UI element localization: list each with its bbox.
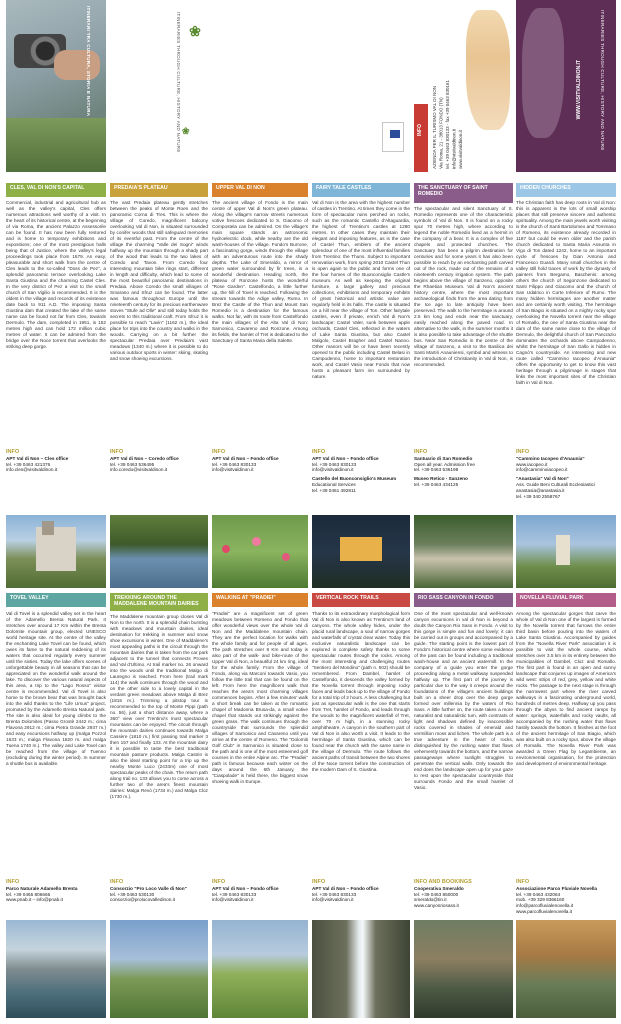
cover-vertical-title: ITINERARI TRA CULTURA, STORIA E NATURA	[86, 6, 91, 117]
section-body: The Maddalene mountain group closes Val di Non to the north. It is a splendid chain bursting with meadows and mountain dairies, ideal destination for trekking in summer and snow shoe excursions in winter. One of Maddalene's most appealing paths is the circuit through the mountain dairies that is taken from the car park adjacent to the tunnel that connects Proves and Val d'Ultimo. At trail marker no. 26 onward into the woods until the traditional Malgo di Lauregno is reached. From here (trail mark 114) the walk continues through the wood and on the other side to a lovely capital in the verdant green meadows above Malga di Brez (1815 m.). Trimming a pitstop tour is recommended to the top of Monte Pippi (path no. 56), just a short distance away, where a 360° view over Trentino's most spectacular mountains can be enjoyed. The circuit through the mountain dairies continues towards Malga Cassère (1810 m.) first passing trail marker 3 then 157 and finally 133. At the mountain dairy it is possible to taste the best traditional mountain pasture products. Malga Castrin is also the ideal starting point for a trip up the nearby Monte Luco (2433m) one of most spectacular peaks of the chain. The return path along trail no. 133 allows you to come across a further two of the area's finest mountain dairies: Malga Revò (1734 m.) and Malga Cloz (1730 m.).	[110, 614, 208, 799]
roses-photo	[212, 515, 308, 588]
trentino-logo-bottom: ❀	[182, 126, 190, 136]
section-body: The ancient village of Fondo is the main centre of upper Val di Non's green plateau. Along the village's narrow streets numerous votive frescoes dedicated to S. Giacomo of Compostela can be admired. On the village's main square stands an astronomic hydroelectric clock, while nearby are the old wash-houses of the village. Fondo's Burrone, a fascinating gorge, winds through the village with an adventurous route into the shady depths. The Lake of Smeraldo, a mirror of green water surrounded by fir trees, is a wonderful destination. Heading north, the plateau of Ronzone hosts the wonderful "Rose Garden". Castelfondo, a little further up, the hill of Tovel is reached. Following the stream towards the Adige valley, Rumo. In Brez the Castle of the Thun and Mount San Romedio is a destination for the famous walks. Not far, with its route from Castelfondo the main villages of the Alta Val di Non: Sarnonico, Cavareno and Ronzone. Among its fields, the hamlet of Tret is dedicated to the Sanctuary of Santa Maria della Salette.	[212, 200, 308, 343]
info-block: INFO APT Val di Non – Fondo office tel. +39 0463 830133 info@visitvaldinon.it Castello del Buonconsiglio's Museum Educational Services tel. +39 0461 492811	[312, 449, 397, 493]
section-body: Val di Non is the area with the highest number of castles in Trentino. At times they come in the form of spectacular ruins perched on rocks, such as the romantic Castello d'Altaguardia, the highest of Trentino's castles at 1280 metres. In other cases they maintain their elegant and imposing features, as is the case of Castel Thun, emblem of the ancient splendour of one of the most influential families from Trentino: the Thuns. Subject to important renovation work, from spring 2010 Castel Thun is open again to the public and forms one of the four homes of the Buonconsiglio Castle's museum. As well as keeping the original furniture, a large gallery and precious collections, exhibitions and temporary exhibits of great historical and artistic value are regularly held in its halls. The castle is situated on a hill near the village of Ton. Other fairytale castles, even if private, enrich Val di Non's landscape: Castel Valer, sunk between apple orchards, Castel Cles, reflected in the waters of Lake Santa Giustina, but also Castel Malgolo, Castel Bragher and Castel Nanno. Other manors will be or have been recently opened to the public including Castel Belasi in Campodenno, home to important restoration work, and Castel Vasio near Fondo that now hosts a pleasant farm inn surrounded by nature.	[312, 200, 410, 379]
info-block: INFO Santuario di San Romedio Open all year. Admission free tel. +39 0463 536198 Museo Retico - Sanzeno tel. +39 0463 434125	[414, 449, 475, 487]
section-header: TREKKING AROUND THE MADDALENE MOUNTAIN DAIRIES	[110, 593, 208, 611]
castle-thun-photo	[312, 515, 410, 588]
trentino-logo-top: ❀	[189, 23, 201, 39]
sponsor-panel	[312, 0, 410, 172]
blank-panel	[212, 0, 308, 172]
castle-photo	[6, 515, 106, 588]
river-park-photo	[516, 920, 616, 1018]
section-header: UPPER VAL DI NON	[212, 183, 308, 197]
section-header: CLES, VAL DI NON'S CAPITAL	[6, 183, 106, 197]
back-vertical-title: ITINERARIES THROUGH CULTURE, HISTORY AND NATURE	[176, 12, 181, 153]
section-body: The vast Predaia plateau gently stretches between the peaks of Monte Roen and the panoramic Corna di Tres. This is where the village of Coredo, magnificent balcony overlooking Val di Non, is situated surrounded by conifer woods that still safeguard memories of its eventful past. From the centre of the village the charming "Valle dei Sogni" winds halfway up the mountain through a shady part of the wood that leads to the two lakes of Coredo and Tavon. From Coredo four interesting mountain bike rings start, different in length and difficulty, which lead to some of the most beautiful panoramic destinations in Predaia. Above Coredo the small villages of Smarano and Sfruz can be found. The latter was famous throughout Europe until the nineteenth century for its precious earthenware stoves "Stufe ad Olle" and still today holds the secrets to this traditional craft. From Sfruz it is possible to reach "Lavin" (1162 m.), the ideal place for trips into the country and walks in the woods. Carrying on a bit further the spectacular Predaia over Predaia's vast meadows (1340 m.) where it is possible to do various outdoor sports in winter: skiing, skating and snow shoeing excursions.	[110, 200, 208, 361]
section-body: Thanks to its extraordinary morphological form Val di Non is also known as Trentino's land of canyons. The whole valley hides, under the placid rural landscape, a soul of narrow gorges and waterfalls of crystal clear water. Today this exclusive naturalistic landscape can be explored in complete safety thanks to some spectacular routes through the rocks. Among the most interesting and challenging routes "Sentiero del Mondino" (path n. 502) should be remembered. From Dambel, hamlet of Castelfondo, it descends the valley formed by the Novella torrent through imposing rocky faces and leads back up to the village of Fondo for a total trip of 2 hours. A less challenging but just as spectacular walk is the one that starts from Tret, hamlet of Fondo, and leads through the woods to the magnificent waterfall of Tret, over 70 m high, in a stunning rocky amphitheatre. A canyon in the southern part of Val di Non is also worth a visit. It leads to the hermitage of Santa Giustina, which can be found near the church with the same name in the village of Dermulo. The route follows the ancient paths of transit between the two shores of the Noce torrent before the construction of the modern Dam of S. Giustina.	[312, 611, 410, 772]
section-body: One of the most spectacular and well-known canyon excursions in val di Non is beyond a doubt the Canyon Rio Sass in Fondo. A visit to this gorge is simple and fun and lovely; it can be carried out in groups and accompanied by a guide. The starting point is the lowest part of Fondo's historical centre where some evidence of the past can be found including a traditional wash-house and an ancient watermill. In the company of a guide you enter the gorge proceeding along a metal walkway suspended halfway up. The first part of the journey is particular due to the way it creeps around the foundations of the village's ancient buildings built on a sheer drop over the deep gorge formed over millennia by the waters of Rio Sass. A little further on, the route takes a more naturalist and naturalistic turn, with contrasts of light and shadows defined by inaccessible rocks covered in shades of emerald and vermillion moss and lichen. The whole path is a true adventure in the heart of rocks, distinguished by the rushing water that flows vehemently towards the bottom, and the narrow passageways where sunlight struggles to penetrate the vertical walls. Only towards the end does the landscape open up for your gaze to rest upon the spectacular countryside that surrounds Fondo and the small hamlet of Vasio.	[414, 611, 513, 790]
church-photo	[516, 515, 616, 588]
info-block: INFO "Cammino Iacopeo d'Anaunia" www.iacopeo.it info@camminoiacopeo.it "Anastasia" Val di Non" Ass. Guide Beni Culturali Ecclesiastici anastasia@anastasia.it tel. +39 340 2558767	[516, 449, 595, 499]
section-header: HIDDEN CHURCHES	[516, 183, 616, 197]
info-panel	[414, 0, 513, 172]
cover-photo	[6, 0, 106, 172]
sanctuary-photo	[414, 515, 513, 588]
section-header: TOVEL VALLEY	[6, 593, 106, 607]
info-block: INFO APT Val di Non – Fondo office tel. +39 0463 830133 info@visitvaldinon.it	[212, 449, 279, 473]
section-header: RIO SASS CANYON IN FONDO	[414, 593, 513, 607]
info-block: INFO APT Val di Non – Fondo office tel. +39 0463 830133 info@visitvaldinon.it	[212, 879, 279, 903]
info-block: INFO AND BOOKINGS Cooperativa Smeraldo tel. +39 0463 850000 smeraldo@tin.it www.canyonriosass.it	[414, 879, 472, 909]
valley-map	[466, 10, 510, 130]
cover-band	[0, 0, 621, 172]
map-vertical-title: ITINERARIES THROUGH CULTURE, HISTORY AND NATURE	[600, 10, 605, 151]
section-body: Commercial, industrial and agricultural hub as well as the valley's capital, Cles offers numerous attractions well worthy of a visit. In the heart of its historical centre, at the beginning of via Roma, the ancient Palazzo Assessorile can be found. It has now been fully restored and is home to temporary exhibitions and expositions; one of the most prestigious halls being that of Justice, where the valley's legal proceedings took place from 1679. An easy, pleasurable and short walk from the centre of Cles leads to the so-called "Doss de Pez", a splendid panoramic terrace overlooking Lake Santa Giustina and the charming Castel Cles. In the very district of Pez a visit to the small church of San Vigilio is recommended. It is the oldest in the village and records of its existence date back to 911 A.D. The imposing Santa Giustina dam that created the lake of the same name can be found not far from Cles, towards Dermulo. The dam, completed in 1951, is 152 metres high and can hold 172 million cubic metres of water. It can be admired from the bridge over the Noce torrent that overlooks the striking deep gorge.	[6, 200, 106, 349]
back-cover-panel	[110, 0, 208, 172]
map-panel	[516, 0, 616, 172]
info-block: INFO APT Val di Non – Cles office tel. +39 0463 421376 info.cles@visitvaldinon.it	[6, 449, 69, 473]
eu-flag-icon	[390, 130, 400, 138]
section-body: The Christian faith has deep roots in Val di Non: this is apparent in the lots of small worship places that still preserve sincere and authentic spirituality. Among the main jewels worth visiting is the church of Santi Bartolomeo and Tommaso of Romeno, its existence already recorded in 1187 but could be even older and the parish church dedicated to Santa Maria Assunta in Vigo di Ton dated 1242, home to an important cycle of frescoes by Gian Antonio and Francesco Guardi. Many small churches in the valley still hold traces of work by the dynasty of painters from Bergamo, Baschenis: among others the church of Segonzone dedicated to Santi Filippo and Giacomo and the church of San Udalrico in Corte Inferiore of Rumo. The many hidden hermitages are another matter and are certainly worth visiting. The hermitage of San Biagio is situated on a mighty rocky spur overlooking the Novella torrent near the village of Romallo, the one of Santa Giustina near the dam of the same name close to the village of Dermulo, the delightful church of San Pancrazio dominates the orchards above Campodenno, whilst the hermitage of San Gallo is hidden in Cagnò's countryside. An interesting and new route called "Cammino Iacopeo d'Anaunia" offers the opportunity to get to know this vast heritage through a pilgrimage in stages that links the most important sites of the Christian faith in Val di Non.	[516, 200, 616, 385]
canyon-photo	[414, 920, 513, 1018]
section-body: The spectacular and silent Sanctuary of S. Romedio represents one of the characteristic symbols of Val di Non. It is found on a rocky spur 70 metres high, where according to legend the noble Romedio lived as a hermit in the company of a bear. It is a complex of five chapels and protected churches. The Sanctuary has been a pilgrim destination for centuries and for some years it has also been possible to reach by an enchanting path carved out of the rock, made out of the remains of a nineteenth century irrigation system. The path begins above the village of Sanzeno, opposite the Rhaetian Museum. Val di Non's ancient history centre, where the most important archaeological finds from the area dating from the Ice age to late antiquity have been preserved. The walk to the hermitage is around 2.5 km long and ends near the sanctuary, easily reached along the paved road. In alternative to the walk, in the summer months it is also possible to take advantage of the shuttle bus. Near San Romedio in the centre of the village of Sanzeno, a visit to the Basilica dei Santi Martiri Anauniensi, symbol and witness to the introduction of Christianity in Val di Non, is recommended.	[414, 206, 513, 367]
info-block: INFO Parco Naturale Adamello Brenta tel. +39 0465 806666 www.pnab.it – info@pnab.it	[6, 879, 78, 903]
section-header: NOVELLA FLUVIAL PARK	[516, 593, 616, 607]
office-address: AZIENDA PER IL TURISMO VAL DI NON Via Roma, 21 - 38013 FONDO (TN) tel. +39 0463 830133 - fax +39 0463 830161 info@visitvaldinon.it www.visitvaldinon.it	[432, 80, 463, 169]
website-label: WWW.VISITVALDINON.IT	[576, 60, 582, 120]
section-header: FAIRY TALE CASTLES	[312, 183, 410, 197]
info-block: INFO APT Val di Non – Coredo office tel. +39 0463 536495 info.coredo@visitvaldinon.it	[110, 449, 179, 473]
mountain-photo	[110, 920, 208, 1018]
section-header: WALKING AT "PRADIEI"	[212, 593, 308, 607]
meadow-photo	[212, 920, 308, 1018]
section-header: VERTICAL ROCK TRAILS	[312, 593, 410, 607]
info-tab: INFO	[414, 104, 428, 172]
waterfall-photo	[312, 920, 410, 1018]
info-block: INFO Associazione Parco Fluviale Novella tel. +39 0463 432064 mob. +39 329 8366160 info@parcofluvialenovella.it www.parcofluvialenovella.it	[516, 879, 598, 914]
tovel-lake-photo	[6, 920, 106, 1018]
section-body: Among the spectacular gorges that carve the whole of Val di Non one of the largest is formed by the Novella torrent that furrows the entire third basin before pouring into the waters of Lake Santa Giustina. Accompanied by guides from the "Novella River Park" association it is possible to visit the whole course, which stretches over 3.5 km in its entirety between the municipalities of Dambel, Cloz and Romallo. The first part is found in an open and sunny landscape that conjures up images of America's wild west: strips of red, grey, yellow and white rocks. The passage to the next stage is through the narrowest part where the river carved walkways in a fascinating underground world, hundreds of metres deep. Halfway up you pass through the abyss to find ancient ramps by water: springs, waterfalls and rocky vaults, all accompanied by the rushing water that flows hastily towards the bottom. It finishes at the foot of the ancient hermitage of San Biagio, which was also built on a rocky spur, above the village of Romallo. The Novella River Park was awarded a Green Flag by Legambiente, an environmental organisation, for the protection and development of environmental heritage.	[516, 611, 616, 766]
section-body: "Pradiei" are a magnificent set of green meadows between Romeno and Fondo that offer wonderful views over the whole Val di Non and the Maddalene mountain chain. They are the perfect location for walks with the whole family and for people of all ages. The path stretches over 8 Km and today is also part of the walk- and bike-route of the Upper Val di Non, a beautiful 24 km ring, ideal for the whole family. From the village of Fondo, along via Marconi towards Vasio, you follow the little trail that can be found on the left. From here the magnificent walk that reaches the area's most charming villages commences begins. After a few minutes' walk a short break can be taken at the romantic chapel of Madonna Brusa-da, a small votive chapel that stands out strikingly against the green grass. The walk continues through the countryside that surrounds the splendid villages of Sarnonico and Cavareno until you arrive at the centre of Romeno. The "Dolomiti Golf Club" in Sarnonico is situated close to the path and is one of the most esteemed golf courses in the entire Alpine arc. The "Pradiei" path is famous because each winter on the days around the 6th January, the "Ciaspolade" is held there, the biggest snow shoeing walk in Europe.	[212, 611, 308, 784]
section-header: PREDAIA'S PLATEAU	[110, 183, 208, 197]
section-body: Val di Tovel is a splendid valley set in the heart of the Adamello Brenta Natural Park. It stretches over around 17 Km within the Brenta Dolomite mountain group, elected UNESCO world heritage site. At the centre of the valley the enchanting Lake Tovel can be found, which owes its fame to the natural reddening of its waters that occurred regularly every summer until the sixties. Today the lake offers scenes of unforgettable beauty in all seasons that can be appreciated on the wonderful walk around the lake. To discover the various natural aspects of this area, a trip to the "Lago Rosso" visitor centre is recommended. Val di Tovel is also home to the brown bear that was brought back into the wild thanks to the "Life Ursus" project, promoted by the Adamello Brenta Natural park. The site is also ideal for young climbs to the Brenta Dolomites (Passo Grostè 2442 m.; cima Flavona 2912 m.; cima Pietra Grande 2937 m.) and easy excursions halfway up (malga Pozzol 1633 m.; malga Flavona 1820 m. and malga Tuena 1740 m.). The valley and Lake Tovel can be reached from the village of Tuenno (excluding during the winter period). In summer a shuttle bus is available.	[6, 611, 106, 766]
info-block: INFO APT Val di Non – Fondo office tel. +39 0463 830133 info@visitvaldinon.it	[312, 879, 379, 903]
lake-photo	[110, 515, 208, 588]
section-header: THE SANCTUARY OF SAINT ROMEDIO	[414, 183, 513, 203]
info-block: INFO Consorzio "Pro Loco Valle di Non" tel. +39 0463 530130 consorzio@prolocovalledinon.it	[110, 879, 187, 903]
region-map	[522, 8, 564, 138]
cover-panel	[6, 0, 106, 172]
